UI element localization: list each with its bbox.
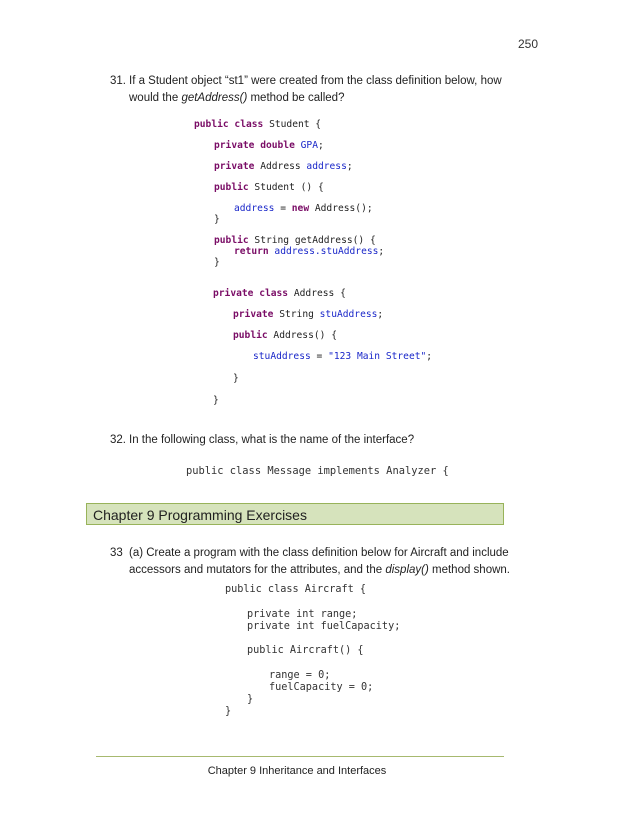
question-32	[110, 432, 414, 449]
code-line: }	[214, 214, 220, 225]
code-field: GPA	[294, 140, 318, 151]
code-text: =	[274, 203, 292, 214]
code-keyword: private double	[214, 140, 295, 151]
code-message: public class Message implements Analyzer {	[186, 465, 449, 477]
question-number: 32.	[110, 434, 126, 446]
code-line	[253, 351, 432, 363]
code-line: }	[213, 395, 219, 406]
code-line: private int fuelCapacity;	[247, 621, 401, 632]
code-text: String	[273, 309, 314, 320]
code-line: public class Aircraft {	[225, 584, 367, 595]
code-line	[214, 140, 324, 152]
code-field: stuAddress	[253, 351, 311, 362]
question-text-line1: If a Student object “st1” were created from the class definition below, how	[129, 75, 502, 87]
code-text: Student {	[263, 119, 322, 130]
code-line	[214, 161, 353, 173]
code-keyword: private	[214, 161, 255, 172]
code-line: }	[214, 257, 220, 268]
code-text: ;	[346, 161, 353, 172]
code-line: }	[233, 373, 239, 384]
code-field: stuAddress	[313, 309, 378, 320]
question-text-line1: (a) Create a program with the class definition below for Aircraft and include	[129, 547, 509, 559]
code-keyword: new	[291, 203, 310, 214]
code-line: private int range;	[247, 609, 358, 620]
question-number: 31.	[110, 75, 126, 87]
footer-divider	[96, 756, 504, 757]
code-line	[233, 309, 383, 321]
code-text: Address();	[309, 203, 373, 214]
method-name: getAddress()	[181, 92, 248, 104]
page-number: 250	[517, 37, 538, 51]
code-keyword: public	[214, 235, 249, 246]
question-text-line2-start: accessors and mutators for the attributes, and the	[129, 564, 386, 576]
code-text: =	[310, 351, 329, 362]
code-string: "123 Main Street"	[328, 351, 427, 362]
question-text: In the following class, what is the name of the interface?	[129, 434, 415, 446]
question-text-line2-end: method be called?	[247, 92, 345, 104]
code-line: public Aircraft() {	[247, 645, 364, 656]
code-text: String getAddress() {	[248, 235, 376, 246]
question-number: 33	[110, 547, 123, 559]
code-line: fuelCapacity = 0;	[269, 682, 374, 693]
question-33	[110, 545, 510, 579]
code-line: }	[225, 706, 232, 717]
question-31	[110, 73, 502, 107]
code-text: Student () {	[248, 182, 324, 193]
code-line	[234, 246, 384, 258]
code-text: ;	[378, 246, 385, 257]
code-field: address	[234, 203, 275, 214]
code-block-student	[194, 119, 433, 406]
code-text: Address() {	[267, 330, 337, 341]
code-text: ;	[317, 140, 324, 151]
chapter-heading: Chapter 9 Programming Exercises	[86, 503, 504, 525]
footer-chapter-title: Chapter 9 Inheritance and Interfaces	[207, 765, 387, 777]
code-field: address.stuAddress	[268, 246, 379, 257]
code-keyword: return	[234, 246, 269, 257]
code-text: ;	[426, 351, 433, 362]
code-text: Address	[254, 161, 301, 172]
code-keyword: public	[214, 182, 249, 193]
code-keyword: private	[233, 309, 274, 320]
code-line	[214, 182, 324, 194]
code-line	[233, 330, 337, 342]
question-text-line2-start: would the	[129, 92, 182, 104]
question-text-line2-end: method shown.	[428, 564, 510, 576]
code-line	[234, 203, 373, 215]
code-line: range = 0;	[269, 670, 331, 681]
code-text: ;	[377, 309, 384, 320]
code-keyword: public	[233, 330, 268, 341]
code-line: }	[247, 694, 254, 705]
code-line	[213, 288, 346, 300]
code-block-aircraft	[225, 584, 401, 717]
method-name: display()	[385, 564, 429, 576]
code-keyword: public class	[194, 119, 264, 130]
code-text: Address {	[288, 288, 346, 299]
code-line	[194, 119, 321, 131]
code-keyword: private class	[213, 288, 289, 299]
code-field: address	[300, 161, 347, 172]
